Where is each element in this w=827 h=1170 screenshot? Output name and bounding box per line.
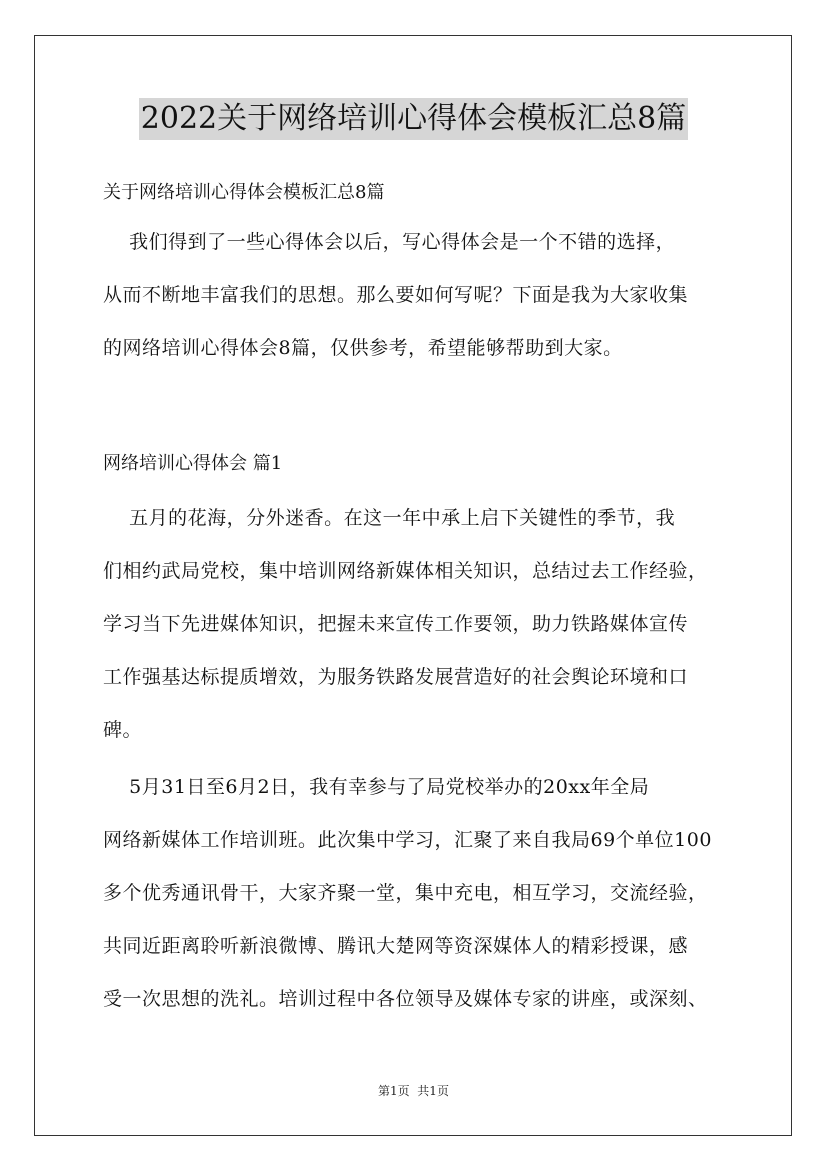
document-subtitle: 关于网络培训心得体会模板汇总8篇 (103, 182, 385, 203)
page-footer (0, 1082, 827, 1099)
paragraph-2 (103, 761, 743, 1026)
title-wrap (0, 98, 827, 140)
paragraph-line: 多个优秀通讯骨干，大家齐聚一堂，集中充电，相互学习，交流经验， (103, 882, 708, 904)
paragraph-line: 工作强基达标提质增效，为服务铁路发展营造好的社会舆论环境和口 (103, 666, 689, 688)
section-title: 网络培训心得体会 篇1 (103, 453, 283, 474)
paragraph-line: 五月的花海，分外迷香。在这一年中承上启下关键性的季节，我 (103, 507, 676, 529)
paragraph-line: 碑。 (103, 719, 143, 741)
intro-line: 的网络培训心得体会8篇，仅供参考，希望能够帮助到大家。 (103, 337, 623, 359)
intro-paragraph (103, 216, 743, 375)
paragraph-line: 共同近距离聆听新浪微博、腾讯大楚网等资深媒体人的精彩授课，感 (103, 935, 689, 957)
page-number: 第1页 共1页 (378, 1084, 449, 1098)
paragraph-line: 5月31日至6月2日，我有幸参与了局党校举办的20xx年全局 (103, 776, 650, 798)
paragraph-line: 受一次思想的洗礼。培训过程中各位领导及媒体专家的讲座，或深刻、 (103, 988, 708, 1010)
intro-line: 从而不断地丰富我们的思想。那么要如何写呢？下面是我为大家收集 (103, 284, 689, 306)
paragraph-line: 学习当下先进媒体知识，把握未来宣传工作要领，助力铁路媒体宣传 (103, 613, 689, 635)
intro-line: 我们得到了一些心得体会以后，写心得体会是一个不错的选择， (103, 231, 676, 253)
paragraph-1 (103, 492, 743, 757)
document-title: 2022关于网络培训心得体会模板汇总8篇 (139, 98, 688, 140)
paragraph-line: 网络新媒体工作培训班。此次集中学习，汇聚了来自我局69个单位100 (103, 829, 712, 851)
paragraph-line: 们相约武局党校，集中培训网络新媒体相关知识，总结过去工作经验， (103, 560, 708, 582)
